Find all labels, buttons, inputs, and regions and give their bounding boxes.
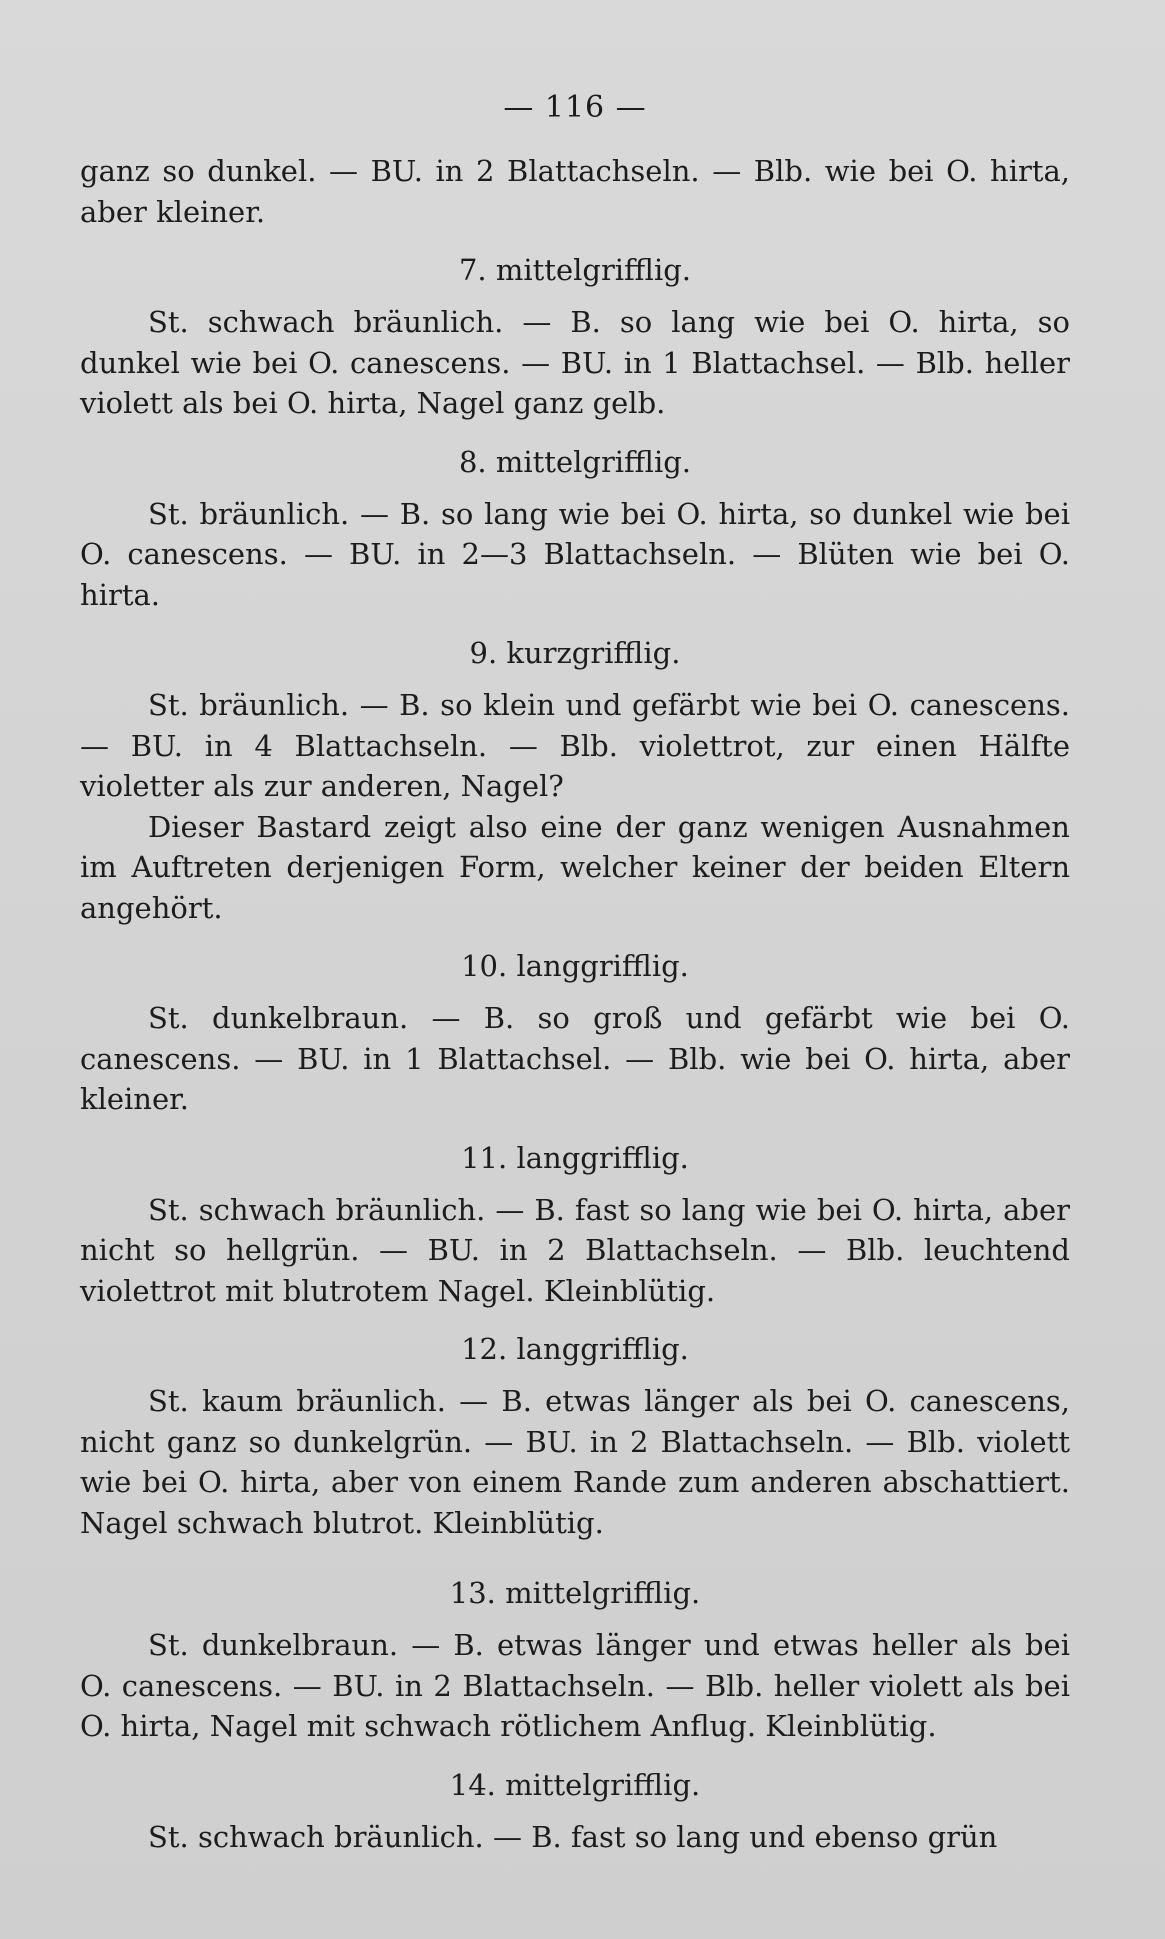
entry-paragraph-11: St. schwach bräunlich. — B. fast so lang wie bei O. hirta, aber nicht so hellgrün. — BU. in 2 Blattachseln. — Blb. leuchtend violettrot mit blutrotem Nagel. Kleinblütig. [80, 1192, 1070, 1308]
entry-heading-14: 14. mittelgrifflig. [449, 1767, 701, 1802]
entry-paragraph-14: St. schwach bräunlich. — B. fast so lang und ebenso grün [148, 1819, 998, 1854]
entry-paragraph-12: St. kaum bräunlich. — B. etwas länger als bei O. canescens, nicht ganz so dunkelgrün. — BU. in 2 Blattachseln. — Blb. violett wie bei O. hirta, aber von einem Rande zum anderen abschattiert. Nagel schwach blutrot. Kleinblütig. [80, 1384, 1070, 1540]
entry-paragraph-9: St. bräunlich. — B. so klein und gefärbt wie bei O. canescens. — BU. in 4 Blattachseln. — Blb. violettrot, zur einen Hälfte violetter als zur anderen, Nagel? [80, 688, 1070, 803]
entry-heading-8: 8. mittelgrifflig. [458, 444, 692, 479]
entry-heading-13: 13. mittelgrifflig. [449, 1576, 701, 1610]
entry-paragraph-8: St. bräunlich. — B. so lang wie bei O. hirta, so dunkel wie bei O. canescens. — BU. in 2—3 Blattachseln. — Blüten wie bei O. hirta. [80, 496, 1070, 612]
entry-paragraph-7: St. schwach bräunlich. — B. so lang wie bei O. hirta, so dunkel wie bei O. canescens. — BU. in 1 Blattachsel. — Blb. heller violett als bei O. hirta, Nagel ganz gelb. [80, 305, 1070, 420]
entry-heading-9: 9. kurzgrifflig. [469, 636, 681, 670]
paragraph-continuation: ganz so dunkel. — BU. in 2 Blattachseln. — Blb. wie bei O. hirta, aber kleiner. [80, 154, 1070, 229]
entry-paragraph-10: St. dunkelbraun. — B. so groß und gefärbt wie bei O. canescens. — BU. in 1 Blattachsel. — Blb. wie bei O. hirta, aber kleiner. [80, 1001, 1070, 1116]
entry-paragraph-13: St. dunkelbraun. — B. etwas länger und etwas heller als bei O. canescens. — BU. in 2 Blattachseln. — Blb. heller violett als bei O. hirta, Nagel mit schwach rötlichem Anflug. Kleinblütig. [80, 1628, 1070, 1743]
page-number: — 116 — [503, 90, 647, 125]
entry-heading-7: 7. mittelgrifflig. [458, 253, 692, 287]
entry-heading-10: 10. langgrifflig. [461, 949, 689, 983]
entry-heading-11: 11. langgrifflig. [461, 1140, 689, 1175]
remark-paragraph: Dieser Bastard zeigt also eine der ganz wenigen Ausnahmen im Auftreten derjenigen Form, welcher keiner der beiden Eltern angehört. [80, 809, 1070, 925]
entry-heading-12: 12. langgrifflig. [461, 1332, 689, 1366]
